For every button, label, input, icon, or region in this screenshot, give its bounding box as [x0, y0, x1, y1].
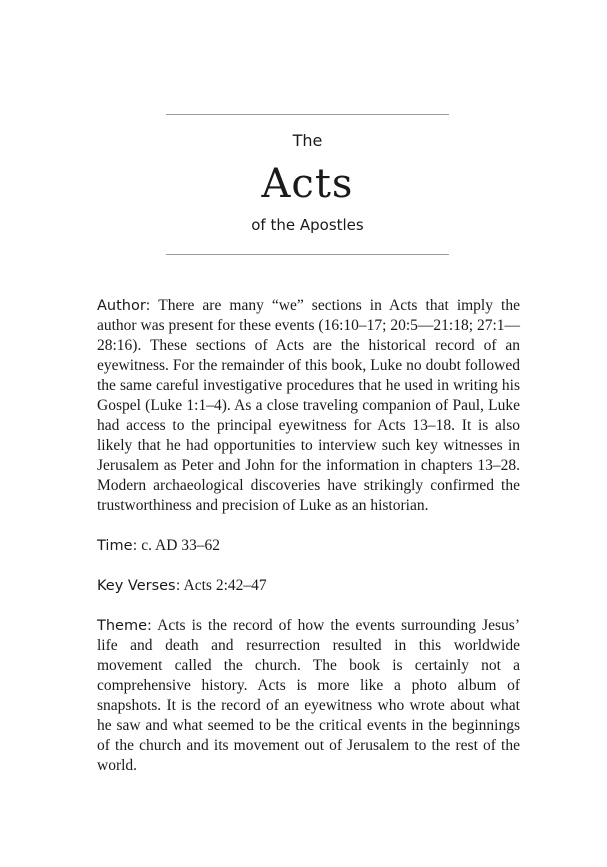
theme-text: Acts is the record of how the events surrounding Jesus’ life and death and resurrection resulted in this worldwide movement called the church. The book is certainly not a comprehensive history. Acts is more like a photo album of snapshots. It is the record of an eyewitness who wrote about what he saw and what seemed to be the critical events in the beginnings of the church and its movement out of Jerusalem to the rest of the world.	[97, 617, 520, 774]
book-title: Acts	[261, 161, 354, 207]
theme-section	[97, 616, 520, 776]
author-label: Author:	[97, 298, 151, 314]
time-label: Time:	[97, 538, 138, 554]
book-subtitle: of the Apostles	[251, 216, 364, 234]
top-divider	[166, 114, 449, 115]
key-verses-text: Acts 2:42–47	[183, 577, 267, 594]
title-prefix: The	[292, 131, 323, 150]
key-verses-section	[97, 576, 520, 596]
time-section	[97, 536, 520, 556]
theme-label: Theme:	[97, 618, 152, 634]
author-section	[97, 296, 520, 516]
author-text: There are many “we” sections in Acts that imply the author was present for these events (16:10–17; 20:5—21:18; 27:1—28:16). These sections of Acts are the historical record of an eyewitness. For the remainder of this book, Luke no doubt followed the same careful investigative procedures that he used in writing his Gospel (Luke 1:1–4). As a close traveling companion of Paul, Luke had access to the principal eyewitness for Acts 13–18. It is also likely that he had opportunities to interview such key witnesses in Jerusalem as Peter and John for the information in chapters 13–28. Modern archaeological discoveries have strikingly confirmed the trustworthiness and precision of Luke as an historian.	[97, 297, 520, 514]
time-text: c. AD 33–62	[141, 537, 221, 554]
book-introduction	[97, 296, 520, 796]
key-verses-label: Key Verses:	[97, 578, 181, 594]
bottom-divider	[166, 254, 449, 255]
